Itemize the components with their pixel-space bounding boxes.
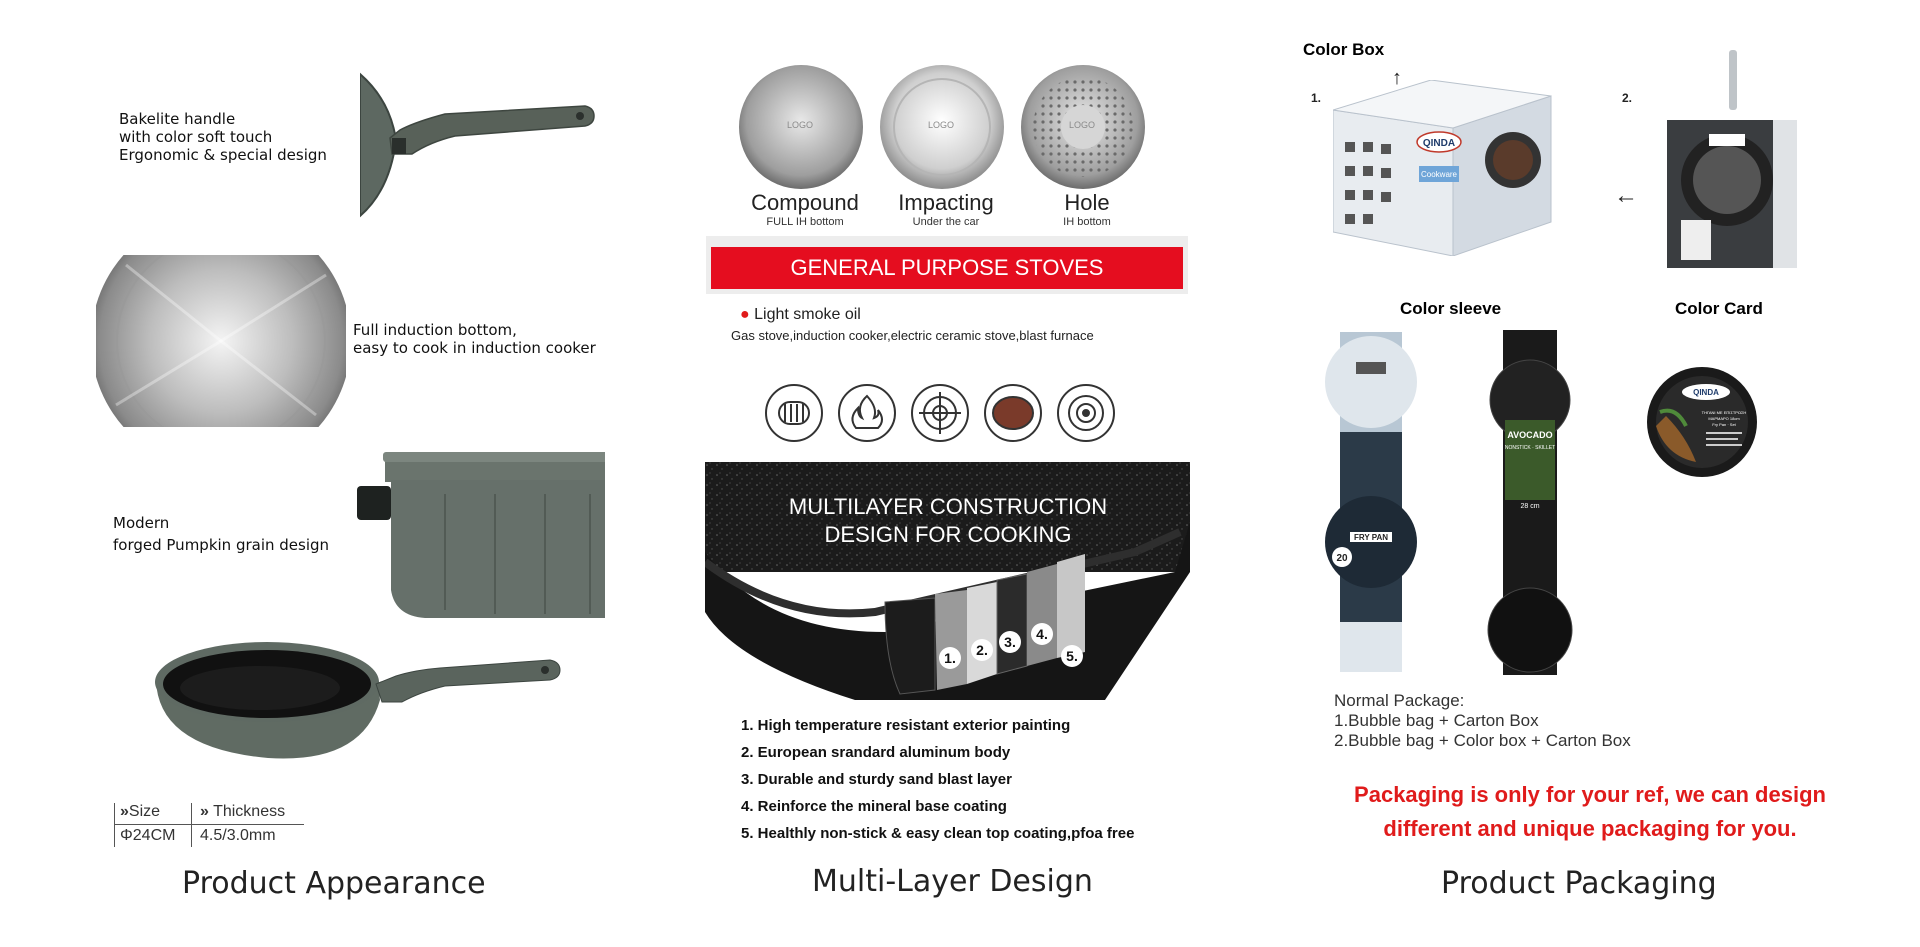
layers-list: [741, 717, 1134, 852]
color-card-title: Color Card: [1675, 299, 1763, 318]
gas-burner-icon: [911, 384, 969, 442]
normal-package-info: [1334, 691, 1631, 751]
logo-mark-3: LOGO: [1069, 120, 1096, 130]
induction-description: Full induction bottom, easy to cook in induction cooker: [353, 321, 596, 357]
gas-flame-icon: [838, 384, 896, 442]
bottom-type-impacting: Impacting Under the car: [898, 190, 994, 228]
pan-handle-image: [360, 70, 600, 220]
design-description: Modern forged Pumpkin grain design: [113, 514, 330, 554]
logo-mark-2: LOGO: [928, 120, 955, 130]
pan-in-box-image: [1667, 50, 1817, 270]
construction-title-line2: DESIGN FOR COOKING: [824, 522, 1072, 547]
fry-pan-image: [150, 640, 570, 770]
layer-number-2: 2.: [976, 642, 988, 658]
layer-number-3: 3.: [1004, 634, 1016, 650]
multilayer-caption: Multi-Layer Design: [812, 864, 1093, 899]
sleeve-avocado-sub: NONSTICK · SKILLET: [1504, 445, 1556, 451]
bottom-type-compound: Compound FULL IH bottom: [751, 190, 859, 228]
normal-package-title: Normal Package:: [1334, 691, 1465, 710]
layer-number-4: 4.: [1036, 626, 1048, 642]
layer-item: 3. Durable and sturdy sand blast layer: [741, 771, 1012, 788]
thickness-value: 4.5/3.0mm: [200, 827, 276, 844]
sleeve-avocado: AVOCADO: [1507, 430, 1553, 440]
size-value: Φ24CM: [120, 827, 176, 844]
color-sleeve-1-image: [1320, 332, 1422, 672]
size-header: »Size: [120, 803, 161, 820]
layer-number-1: 1.: [944, 650, 956, 666]
logo-mark-1: LOGO: [787, 120, 814, 130]
color-sleeve-2-image: [1485, 330, 1575, 675]
color-box-image: [1333, 80, 1553, 256]
multilayer-construction-image: [705, 462, 1190, 700]
card-text-1: ΤΗΓΑΝΙ ΜΕ ΕΠΙΣΤΡΩΣΗ: [1701, 410, 1747, 415]
card-text-3: Fry Pan · Set: [1712, 422, 1736, 427]
layer-item: 1. High temperature resistant exterior painting: [741, 717, 1071, 734]
sleeve-size-2: 28 cm: [1520, 503, 1540, 510]
sleeve-fry-pan: FRY PAN: [1353, 533, 1389, 542]
construction-title-line1: MULTILAYER CONSTRUCTION: [788, 494, 1108, 519]
layer-item: 5. Healthly non-stick & easy clean top coating,pfoa free: [741, 825, 1135, 842]
color-box-title: Color Box: [1303, 40, 1385, 59]
oil-label: ● Light smoke oil: [740, 306, 861, 323]
arrow-up-icon: ↑: [1392, 67, 1402, 89]
card-brand: QINDA: [1693, 388, 1719, 397]
package-number-1: 1.: [1311, 91, 1322, 105]
normal-package-item: 2.Bubble bag + Color box + Carton Box: [1334, 731, 1631, 750]
layer-item: 2. European srandard aluminum body: [741, 744, 1011, 761]
sleeve-size: 20: [1336, 553, 1348, 564]
packaging-note: Packaging is only for your ref, we can design different and unique packaging for you.: [1354, 782, 1826, 841]
ceramic-plate-icon: [984, 384, 1042, 442]
color-sleeve-title: Color sleeve: [1400, 299, 1502, 318]
thickness-header: » Thickness: [200, 803, 286, 820]
induction-icon: [1057, 384, 1115, 442]
bottom-type-hole: Hole IH bottom: [1063, 190, 1111, 228]
stove-types: Gas stove,induction cooker,electric ceramic stove,blast furnace: [731, 328, 1094, 343]
appearance-caption: Product Appearance: [182, 866, 486, 901]
box-label: Cookware: [1420, 170, 1458, 179]
color-card-image: [1646, 366, 1758, 478]
layer-item: 4. Reinforce the mineral base coating: [741, 798, 1007, 815]
spec-table: [114, 803, 304, 847]
pan-body-image: [355, 450, 605, 620]
package-number-2: 2.: [1622, 91, 1633, 105]
packaging-caption: Product Packaging: [1441, 866, 1717, 901]
box-brand: QINDA: [1422, 138, 1456, 149]
card-text-2: ΜΑΡΜΑΡΟ 18cm: [1708, 416, 1740, 421]
arrow-left-icon: ←: [1614, 182, 1638, 209]
coil-stove-icon: [765, 384, 823, 442]
handle-description: Bakelite handle with color soft touch Ergonomic & special design: [119, 110, 327, 164]
general-purpose-banner: GENERAL PURPOSE STOVES: [711, 247, 1183, 289]
normal-package-item: 1.Bubble bag + Carton Box: [1334, 711, 1539, 730]
layer-number-5: 5.: [1066, 648, 1078, 664]
induction-bottom-image: [96, 255, 346, 427]
